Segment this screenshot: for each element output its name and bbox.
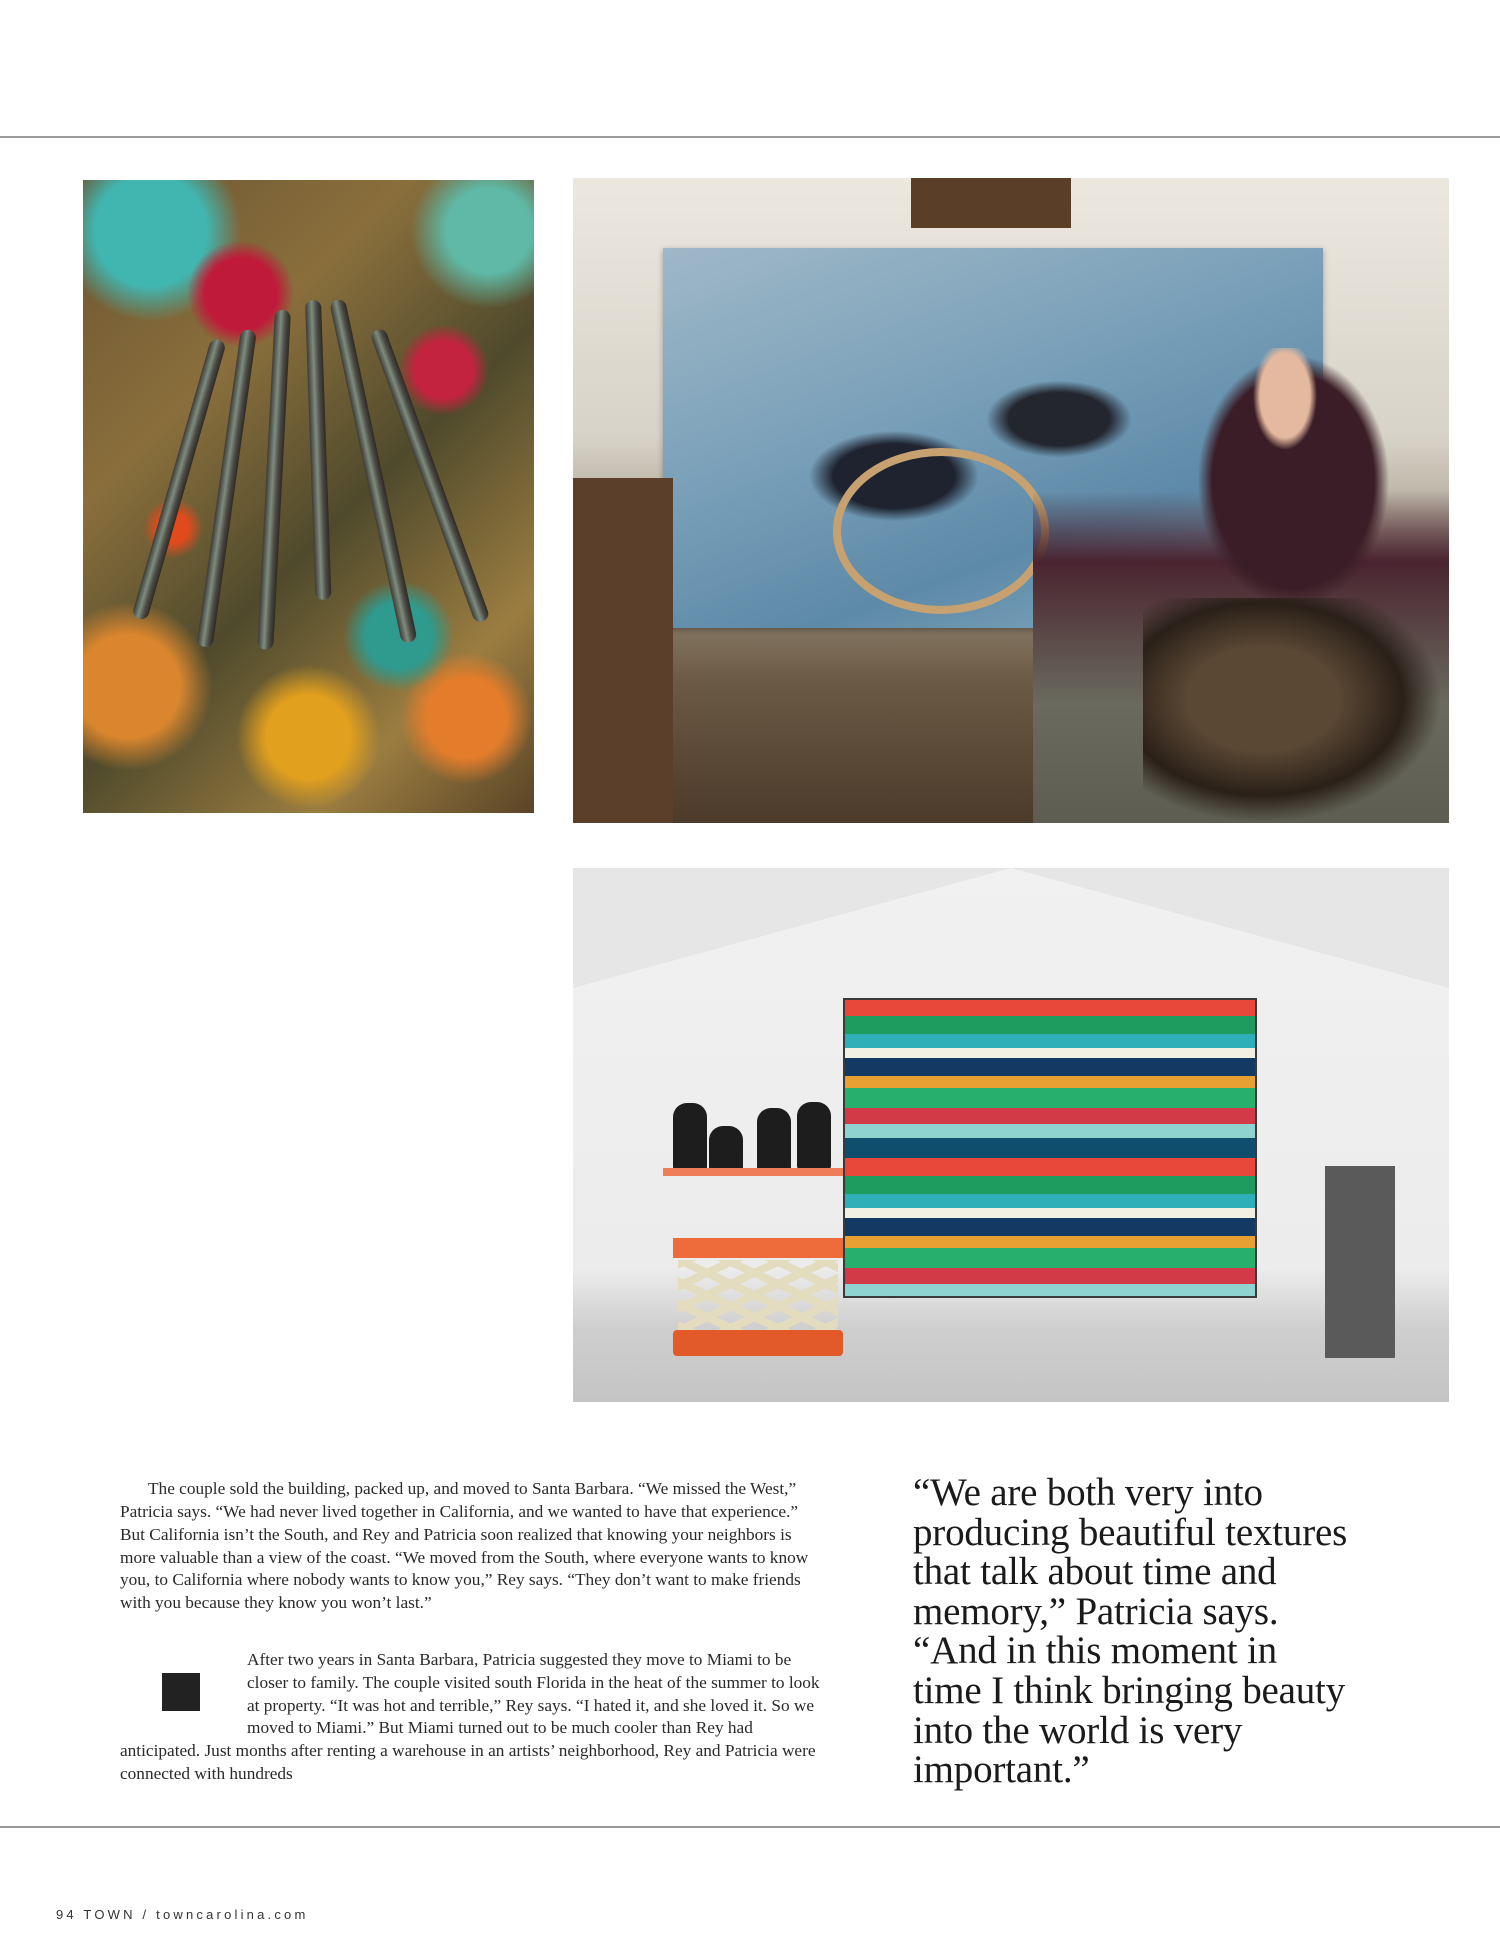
- body-paragraph-2: [120, 1649, 820, 1786]
- studio-shelf: [573, 478, 673, 823]
- page-folio: 94 TOWN / towncarolina.com: [56, 1907, 309, 1922]
- lift-railing: [663, 1168, 843, 1176]
- dog-figure: [1143, 598, 1443, 823]
- worker-3: [757, 1108, 791, 1176]
- top-rule: [0, 136, 1500, 138]
- worker-4: [797, 1102, 831, 1170]
- paintbrushes-photo: [83, 180, 534, 813]
- worker-2: [709, 1126, 743, 1174]
- bottom-rule: [0, 1826, 1500, 1828]
- mural-installation-photo: [573, 868, 1449, 1402]
- lift-scissor: [678, 1260, 838, 1330]
- artist-portrait-photo: [573, 178, 1449, 823]
- section-square-icon: [162, 1673, 200, 1711]
- striped-mural: [843, 998, 1257, 1298]
- ceiling-right: [1011, 868, 1449, 988]
- body-paragraph-2-text: After two years in Santa Barbara, Patricia suggested they move to Miami to be closer to family. The couple visited south Florida in the heat of the summer to look at property. “It was hot and terrible,” Rey says. “I hated it, and she loved it. So we moved to Miami.” But Miami turned out to be much cooler than Rey had anticipated. Just months after renting a warehouse in an artists’ neighborhood, Rey and Patricia were connected with hundreds: [120, 1650, 820, 1783]
- lift-platform: [673, 1238, 843, 1258]
- gold-hoop: [833, 448, 1049, 614]
- worker-1: [673, 1103, 707, 1171]
- body-paragraph-1: The couple sold the building, packed up, and moved to Santa Barbara. “We missed the West,” Patricia says. “We had never lived together in California, and we wanted to have that experience.” But California isn’t the South, and Rey and Patricia soon realized that knowing your neighbors is more valuable than a view of the coast. “We moved from the South, where everyone wants to know you, to California where nobody wants to know you,” Rey says. “They don’t want to make friends with you because they know you won’t last.”: [120, 1479, 809, 1613]
- lift-base: [673, 1330, 843, 1356]
- easel: [911, 178, 1071, 228]
- pull-quote: “We are both very into producing beautiful textures that talk about time and memory,” Patricia says. “And in this moment in time I think bringing beauty into the world is very important.”: [913, 1471, 1348, 1792]
- brush-3: [257, 310, 291, 650]
- brush-4: [305, 300, 331, 600]
- ceiling-left: [573, 868, 1011, 988]
- doorway: [1325, 1166, 1395, 1358]
- brush-5: [329, 298, 417, 644]
